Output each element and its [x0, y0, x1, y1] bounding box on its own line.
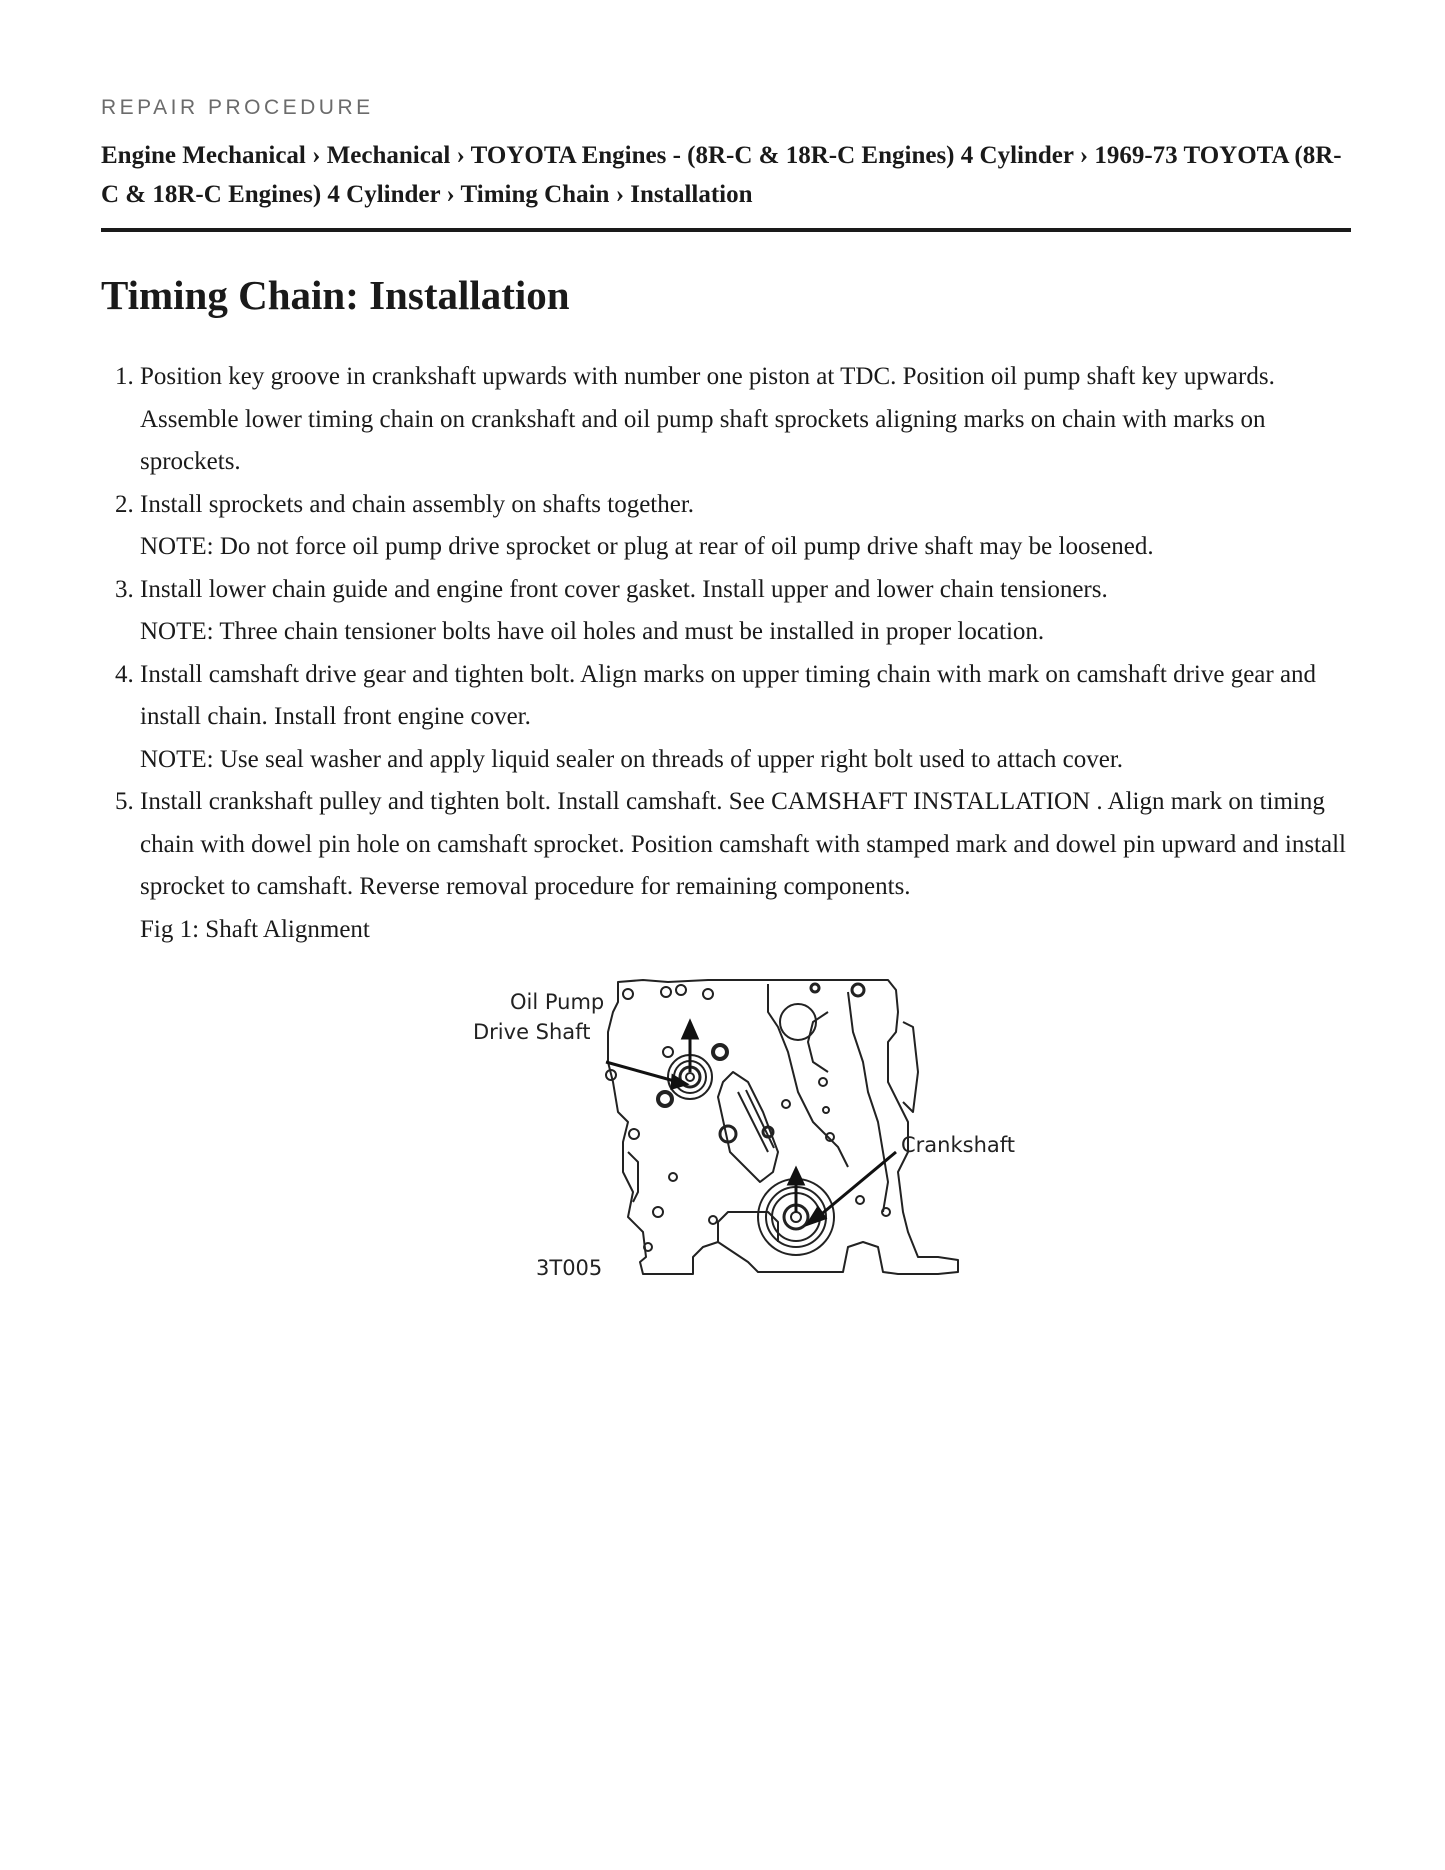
page-title: Timing Chain: Installation	[101, 272, 570, 318]
procedure-step	[140, 356, 1351, 484]
step-text: Install crankshaft pulley and tighten bolt. Install camshaft. See CAMSHAFT INSTALLATION . Align mark on timing chain with dowel pin hole on camshaft sprocket. Position camshaft with stamped mark and dowel pin upward and install sprocket to camshaft. Reverse removal procedure for remaining components.	[140, 788, 1346, 900]
figure-caption: Fig 1: Shaft Alignment	[140, 915, 370, 943]
section-kicker: REPAIR PROCEDURE	[101, 96, 374, 119]
inner-rib	[903, 1022, 918, 1112]
breadcrumb	[101, 136, 1351, 214]
inner-rib	[768, 984, 848, 1167]
procedure-step	[140, 484, 1351, 569]
inner-rib	[808, 1012, 828, 1072]
figure-code: 3T005	[536, 1256, 603, 1280]
procedure-step	[140, 654, 1351, 782]
shaft-alignment-figure	[468, 972, 1023, 1312]
breadcrumb-item: 1969-73 TOYOTA (8R-C & 18R-C Engines) 4 Cylinder	[101, 142, 1342, 208]
figure-label-crankshaft: Crankshaft	[901, 1133, 1016, 1157]
step-text: Install camshaft drive gear and tighten bolt. Align marks on upper timing chain with mark on camshaft drive gear and install chain. Install front engine cover.	[140, 660, 1317, 730]
header-divider	[101, 228, 1351, 232]
inner-rib	[848, 992, 888, 1212]
breadcrumb-item: Timing Chain	[460, 181, 610, 208]
step-text: Install sprockets and chain assembly on shafts together.	[140, 490, 695, 518]
breadcrumb-separator: ›	[312, 142, 321, 169]
procedure-steps	[101, 356, 1351, 951]
breadcrumb-separator: ›	[456, 142, 465, 169]
figure-label-oil-pump: Oil Pump	[510, 990, 605, 1014]
procedure-step	[140, 569, 1351, 654]
breadcrumb-item: Engine Mechanical	[101, 142, 306, 169]
figure-label-drive-shaft: Drive Shaft	[473, 1020, 591, 1044]
breadcrumb-separator: ›	[446, 181, 455, 208]
step-note: NOTE: Do not force oil pump drive sprocket or plug at rear of oil pump drive shaft may be loosened.	[140, 533, 1154, 560]
step-note: NOTE: Three chain tensioner bolts have oil holes and must be installed in proper location.	[140, 618, 1045, 645]
step-text: Install lower chain guide and engine front cover gasket. Install upper and lower chain tensioners.	[140, 575, 1108, 603]
document-page	[101, 0, 1351, 951]
breadcrumb-item-current: Installation	[630, 181, 753, 208]
breadcrumb-separator: ›	[615, 181, 625, 208]
breadcrumb-separator: ›	[1079, 142, 1089, 169]
step-text: Position key groove in crankshaft upwards with number one piston at TDC. Position oil pump shaft key upwards. Assemble lower timing chain on crankshaft and oil pump shaft sprockets aligning marks on chain with marks on sprockets.	[140, 363, 1275, 475]
breadcrumb-item: Mechanical	[326, 142, 451, 169]
procedure-step	[140, 781, 1351, 951]
step-note: NOTE: Use seal washer and apply liquid sealer on threads of upper right bolt used to attach cover.	[140, 745, 1124, 773]
breadcrumb-item: TOYOTA Engines - (8R-C & 18R-C Engines) 4 Cylinder	[470, 142, 1074, 169]
inner-rib	[718, 1212, 778, 1242]
engine-block-diagram	[468, 972, 1023, 1312]
